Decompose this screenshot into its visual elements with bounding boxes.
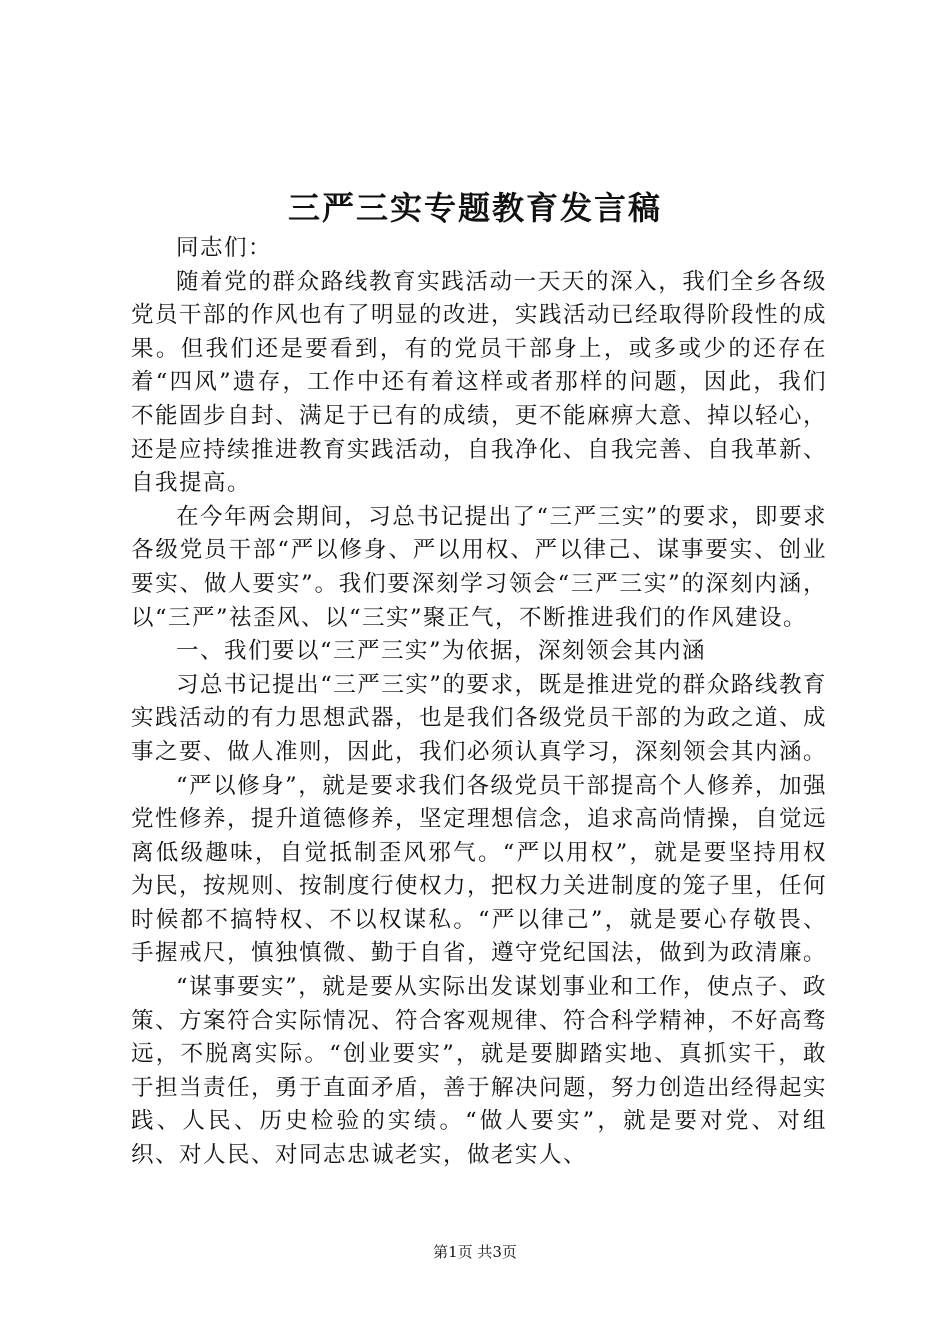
paragraph: 习总书记提出“三严三实”的要求，既是推进党的群众路线教育实践活动的有力思想武器，也是我们各级党员干部的为政之道、成事之要、做人准则，因此，我们必须认真学习，深刻领会其内涵。	[131, 671, 828, 765]
document-body	[131, 232, 827, 1173]
document-title: 三严三实专题教育发言稿	[287, 189, 662, 227]
paragraph: 随着党的群众路线教育实践活动一天天的深入，我们全乡各级党员干部的作风也有了明显的改进，实践活动已经取得阶段性的成果。但我们还是要看到，有的党员干部身上，或多或少的还存在着“四风”遗存，工作中还有着这样或者那样的问题，因此，我们不能固步自封、满足于已有的成绩，更不能麻痹大意、掉以轻心，还是应持续推进教育实践活动，自我净化、自我完善、自我革新、自我提高。	[131, 268, 828, 497]
section-heading: 一、我们要以“三严三实”为依据，深刻领会其内涵	[176, 638, 707, 665]
paragraph-greeting: 同志们：	[176, 235, 273, 261]
page-footer: 第1页 共3页	[433, 1243, 517, 1261]
paragraph: “严以修身”，就是要求我们各级党员干部提高个人修养，加强党性修养，提升道德修养，坚定理想信念，追求高尚情操，自觉远离低级趣味，自觉抵制歪风邪气。“严以用权”，就是要坚持用权为民，按规则、按制度行使权力，把权力关进制度的笼子里，任何时候都不搞特权、不以权谋私。“严以律己”，就是要心存敬畏、手握戒尺，慎独慎微、勤于自省，遵守党纪国法，做到为政清廉。	[131, 772, 828, 967]
paragraph: “谋事要实”，就是要从实际出发谋划事业和工作，使点子、政策、方案符合实际情况、符合客观规律、符合科学精神，不好高骛远，不脱离实际。“创业要实”，就是要脚踏实地、真抓实干，敢于担当责任，勇于直面矛盾，善于解决问题，努力创造出经得起实践、人民、历史检验的实绩。“做人要实”，就是要对党、对组织、对人民、对同志忠诚老实，做老实人、	[131, 974, 828, 1169]
paragraph: 在今年两会期间，习总书记提出了“三严三实”的要求，即要求各级党员干部“严以修身、严以用权、严以律己、谋事要实、创业要实、做人要实”。我们要深刻学习领会“三严三实”的深刻内涵，以“三严”祛歪风、以“三实”聚正气，不断推进我们的作风建设。	[131, 503, 827, 631]
